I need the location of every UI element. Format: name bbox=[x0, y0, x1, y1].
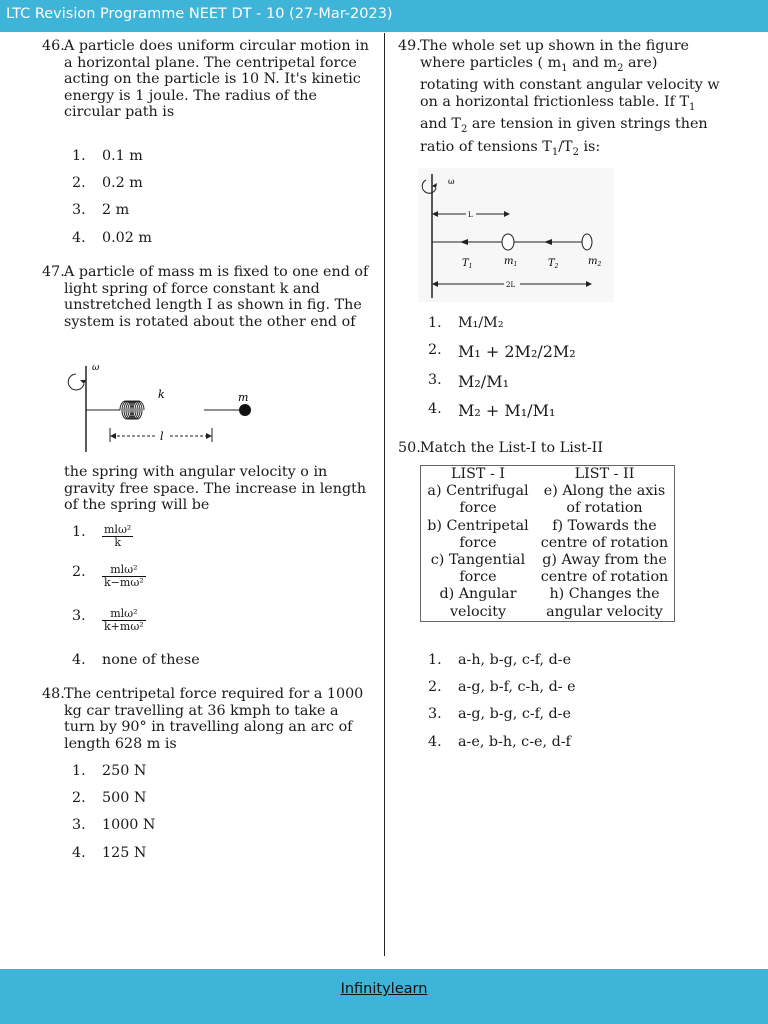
option-text: none of these bbox=[102, 652, 200, 668]
question-number: 50. bbox=[398, 440, 421, 456]
denominator: k−mω² bbox=[104, 576, 144, 589]
fraction bbox=[102, 524, 133, 549]
option-number: 2. bbox=[428, 342, 442, 358]
option-text: a-g, b-g, c-f, d-e bbox=[458, 706, 571, 722]
list-2-cell: h) Changes the angular velocity bbox=[546, 586, 663, 620]
option-number: 3. bbox=[428, 706, 442, 722]
option-number: 2. bbox=[72, 175, 86, 191]
option-text: 2 m bbox=[102, 202, 130, 218]
option-number: 2. bbox=[72, 790, 86, 806]
text-part: The whole set up shown in the figure where particles ( m bbox=[420, 38, 689, 71]
question-number: 48. bbox=[42, 686, 65, 702]
question-number: 46. bbox=[42, 38, 65, 54]
option-number: 4. bbox=[72, 230, 86, 246]
svg-text:T1: $T_1$ bbox=[462, 258, 473, 270]
option-number: 3. bbox=[72, 608, 86, 624]
option-number: 3. bbox=[428, 372, 442, 388]
text-part: are) rotating with constant angular velocity w on a horizontal frictionless table. If T bbox=[420, 54, 720, 110]
subscript: 1 bbox=[689, 101, 696, 113]
subscript: 2 bbox=[617, 62, 624, 74]
table-header-row bbox=[421, 466, 675, 484]
option-text: M₁ + 2M₂/2M₂ bbox=[458, 342, 576, 361]
list-2-cell: e) Along the axis of rotation bbox=[543, 483, 666, 517]
footer-link[interactable]: Infinitylearn bbox=[340, 981, 428, 997]
m2-label: m bbox=[588, 256, 598, 267]
denominator: k bbox=[114, 536, 121, 549]
option-number: 4. bbox=[72, 845, 86, 861]
T2-label: T bbox=[548, 258, 555, 269]
list-1-cell: a) Centrifugal force bbox=[427, 483, 529, 517]
question-text: A particle of mass m is fixed to one end of light spring of force constant k and unstretched length I as shown in fig. The system is rotated about the other end of bbox=[64, 264, 369, 330]
option-text: a-e, b-h, c-e, d-f bbox=[458, 734, 571, 750]
question-text bbox=[420, 38, 720, 161]
option-number: 2. bbox=[428, 679, 442, 695]
question-text: Match the List-I to List-II bbox=[420, 440, 603, 456]
header-title: LTC Revision Programme NEET DT - 10 (27-Mar-2023) bbox=[6, 6, 393, 22]
option-text: a-g, b-f, c-h, d- e bbox=[458, 679, 576, 695]
option-text: 1000 N bbox=[102, 817, 156, 833]
text-part: and m bbox=[567, 54, 618, 71]
2L-label: 2L bbox=[506, 281, 516, 289]
subscript: 1 bbox=[561, 62, 568, 74]
header-bar bbox=[0, 0, 768, 32]
list-2-cell: g) Away from the centre of rotation bbox=[540, 552, 669, 586]
question-text: the spring with angular velocity o in gravity free space. The increase in length of the spring will be bbox=[64, 464, 367, 514]
option-number: 1. bbox=[428, 652, 442, 668]
table-row bbox=[421, 518, 675, 552]
table-row bbox=[421, 586, 675, 621]
m-label: m bbox=[238, 391, 249, 404]
l-label: l bbox=[160, 430, 164, 443]
option-text: 0.2 m bbox=[102, 175, 143, 191]
column-divider bbox=[384, 33, 385, 956]
list-1-header: LIST - I bbox=[450, 466, 506, 482]
svg-text:m2: $m_2$ bbox=[588, 256, 602, 268]
omega-label: ω bbox=[92, 363, 100, 373]
question-text: A particle does uniform circular motion in a horizontal plane. The centripetal force acting on the particle is 10 N. It's kinetic energy is 1 joule. The radius of the circular path is bbox=[64, 38, 369, 121]
numerator: mlω² bbox=[102, 608, 146, 621]
option-text: 250 N bbox=[102, 763, 147, 779]
list-1-cell: c) Tangential force bbox=[430, 552, 526, 586]
subscript: 2 bbox=[572, 146, 579, 158]
option-text: 0.1 m bbox=[102, 148, 143, 164]
T1-label: T bbox=[462, 258, 469, 269]
text-part: /T bbox=[558, 138, 573, 155]
question-number: 47. bbox=[42, 264, 65, 280]
option-number: 4. bbox=[428, 401, 442, 417]
option-number: 1. bbox=[72, 148, 86, 164]
fraction bbox=[102, 564, 146, 589]
question-number: 49. bbox=[398, 38, 421, 54]
table-row bbox=[421, 483, 675, 517]
L-label: L bbox=[468, 211, 473, 219]
numerator: mlω² bbox=[102, 564, 146, 577]
question-text: The centripetal force required for a 1000 kg car travelling at 36 kmph to take a turn by 90° in travelling along an arc of length 628 m is bbox=[64, 686, 364, 752]
denominator: k+mω² bbox=[104, 620, 144, 633]
option-text: M₁/M₂ bbox=[458, 315, 504, 331]
m1-label: m bbox=[504, 256, 514, 267]
option-text: 0.02 m bbox=[102, 230, 152, 246]
option-number: 4. bbox=[428, 734, 442, 750]
fraction bbox=[102, 608, 146, 633]
svg-text:T2: $T_2$ bbox=[548, 258, 559, 270]
footer-bar bbox=[0, 969, 768, 1024]
subscript: 2 bbox=[460, 123, 468, 135]
match-table bbox=[420, 465, 675, 622]
list-2-header: LIST - II bbox=[574, 466, 635, 482]
option-number: 3. bbox=[72, 817, 86, 833]
option-number: 1. bbox=[428, 315, 442, 331]
list-1-cell: d) Angular velocity bbox=[439, 586, 517, 620]
subscript: 1 bbox=[551, 146, 559, 158]
option-text: a-h, b-g, c-f, d-e bbox=[458, 652, 572, 668]
omega-label: ω bbox=[448, 177, 455, 186]
option-text: M₂ + M₁/M₁ bbox=[458, 401, 556, 420]
text-part: and T bbox=[420, 116, 461, 133]
k-label: k bbox=[158, 388, 165, 401]
option-text: 125 N bbox=[102, 845, 147, 861]
numerator: mlω² bbox=[104, 523, 132, 536]
option-number: 3. bbox=[72, 202, 86, 218]
spring-figure bbox=[62, 358, 258, 454]
option-number: 4. bbox=[72, 652, 86, 668]
list-1-cell: b) Centripetal force bbox=[427, 517, 529, 551]
text-part: is: bbox=[578, 138, 601, 155]
option-text: M₂/M₁ bbox=[458, 372, 509, 391]
mass-m bbox=[239, 404, 251, 416]
table-row bbox=[421, 552, 675, 586]
list-2-cell: f) Towards the centre of rotation bbox=[540, 517, 669, 551]
option-number: 1. bbox=[72, 763, 86, 779]
svg-text:m1: $m_1$ bbox=[504, 256, 518, 268]
text-part: are tension in given strings then ratio of tensions T bbox=[420, 116, 708, 155]
option-text: 500 N bbox=[102, 790, 147, 806]
two-mass-figure bbox=[418, 168, 614, 302]
option-number: 1. bbox=[72, 524, 86, 540]
option-number: 2. bbox=[72, 564, 86, 580]
